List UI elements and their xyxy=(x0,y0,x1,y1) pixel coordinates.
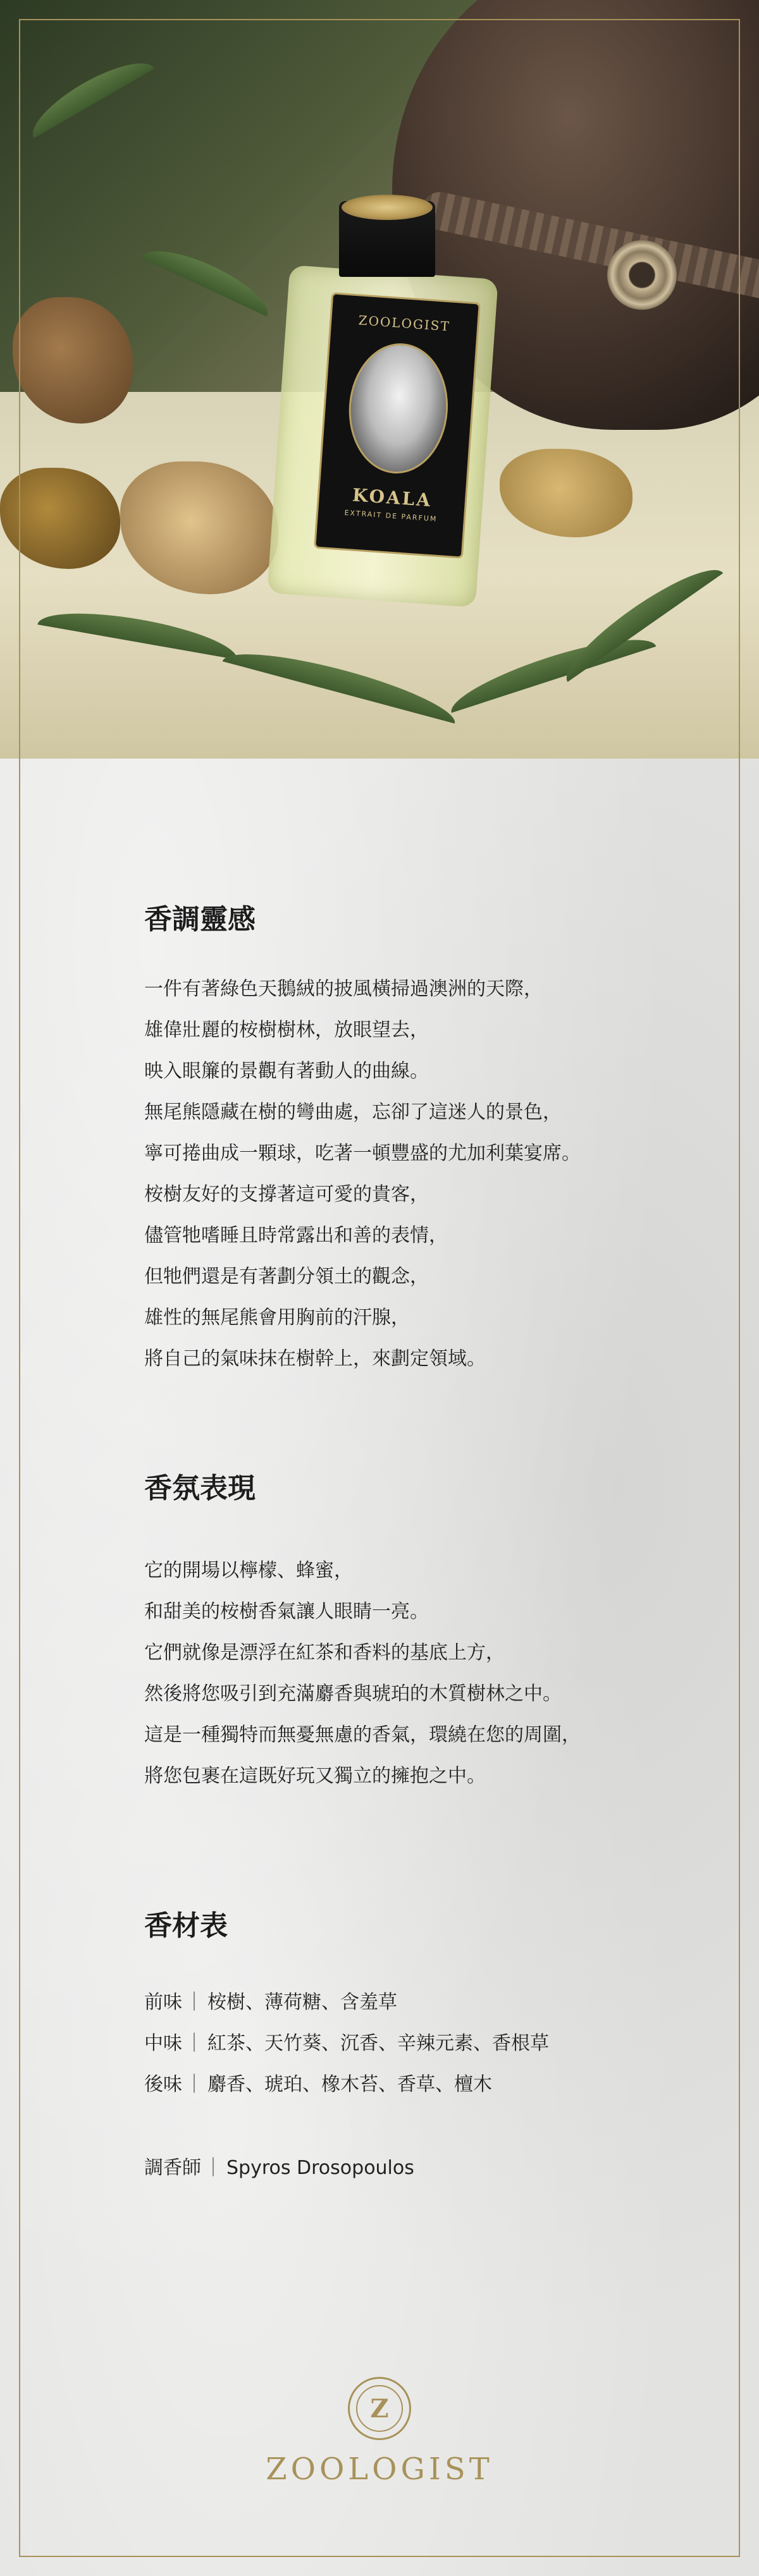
text-line: 一件有著綠色天鵝絨的披風橫掃過澳洲的天際， xyxy=(144,978,543,1000)
text-line: 桉樹友好的支撐著這可愛的貴客， xyxy=(144,1183,429,1206)
text-line: 無尾熊隱藏在樹的彎曲處，忘卻了這迷人的景色， xyxy=(144,1101,562,1123)
text-line: 儘管牠嗜睡且時常露出和善的表情， xyxy=(144,1224,448,1247)
note-value: 桉樹、薄荷糖、含羞草 xyxy=(207,1991,397,2013)
hero-photo xyxy=(0,0,759,759)
performance-text xyxy=(144,1550,581,1797)
label-brand: ZOOLOGIST xyxy=(357,312,451,334)
text-line: 但牠們還是有著劃分領土的觀念， xyxy=(144,1266,429,1288)
perfumer-name: Spyros Drosopoulos xyxy=(226,2157,414,2179)
note-label: 中味 xyxy=(144,2032,182,2054)
logo-mark: Z xyxy=(356,2385,403,2432)
label-subtitle: EXTRAIT DE PARFUM xyxy=(344,508,438,523)
text-line: 然後將您吸引到充滿麝香與琥珀的木質樹林之中。 xyxy=(144,1683,562,1705)
text-line: 雄偉壯麗的桉樹樹林，放眼望去， xyxy=(144,1019,429,1041)
footer-brand: ZOOLOGIST xyxy=(266,2451,493,2487)
note-separator: ｜ xyxy=(204,2157,223,2179)
note-separator: ｜ xyxy=(185,2032,204,2054)
text-line: 映入眼簾的景觀有著動人的曲線。 xyxy=(144,1060,429,1082)
perfumer-label: 調香師 xyxy=(144,2157,201,2179)
eucalyptus-leaf xyxy=(141,237,277,317)
note-label: 前味 xyxy=(144,1991,182,2013)
text-line: 和甜美的桉樹香氣讓人眼睛一亮。 xyxy=(144,1601,429,1623)
perfumer-row xyxy=(144,2152,414,2180)
note-row-heart xyxy=(144,2027,549,2055)
note-row-base xyxy=(144,2068,492,2096)
text-line: 寧可捲曲成一顆球，吃著一頓豐盛的尤加利葉宴席。 xyxy=(144,1142,581,1164)
text-line: 將您包裹在這既好玩又獨立的擁抱之中。 xyxy=(144,1765,486,1787)
text-line: 這是一種獨特而無憂無慮的香氣，環繞在您的周圍， xyxy=(144,1724,581,1746)
text-line: 雄性的無尾熊會用胸前的汗腺， xyxy=(144,1307,410,1329)
note-value: 紅茶、天竹葵、沉香、辛辣元素、香根草 xyxy=(207,2032,549,2054)
note-separator: ｜ xyxy=(185,2073,204,2096)
hat-concho xyxy=(607,240,677,310)
performance-title: 香氛表現 xyxy=(144,1472,256,1505)
bottle-label xyxy=(314,292,481,558)
label-product-name: KOALA xyxy=(351,484,433,511)
inspiration-title: 香調靈感 xyxy=(144,903,256,936)
text-line: 它的開場以檸檬、蜂蜜， xyxy=(144,1560,353,1582)
koala-portrait xyxy=(345,340,452,477)
note-row-top xyxy=(144,1986,397,2014)
text-line: 它們就像是漂浮在紅茶和香料的基底上方， xyxy=(144,1642,505,1664)
bottle-cap-top xyxy=(342,195,433,220)
text-line: 將自己的氣味抹在樹幹上，來劃定領域。 xyxy=(144,1348,486,1370)
inspiration-text xyxy=(144,968,581,1379)
zoologist-logo-icon xyxy=(348,2377,411,2440)
note-separator: ｜ xyxy=(185,1991,204,2013)
note-value: 麝香、琥珀、橡木苔、香草、檀木 xyxy=(207,2073,492,2096)
eucalyptus-leaf xyxy=(23,49,155,138)
note-label: 後味 xyxy=(144,2073,182,2096)
notes-title: 香材表 xyxy=(144,1910,228,1942)
